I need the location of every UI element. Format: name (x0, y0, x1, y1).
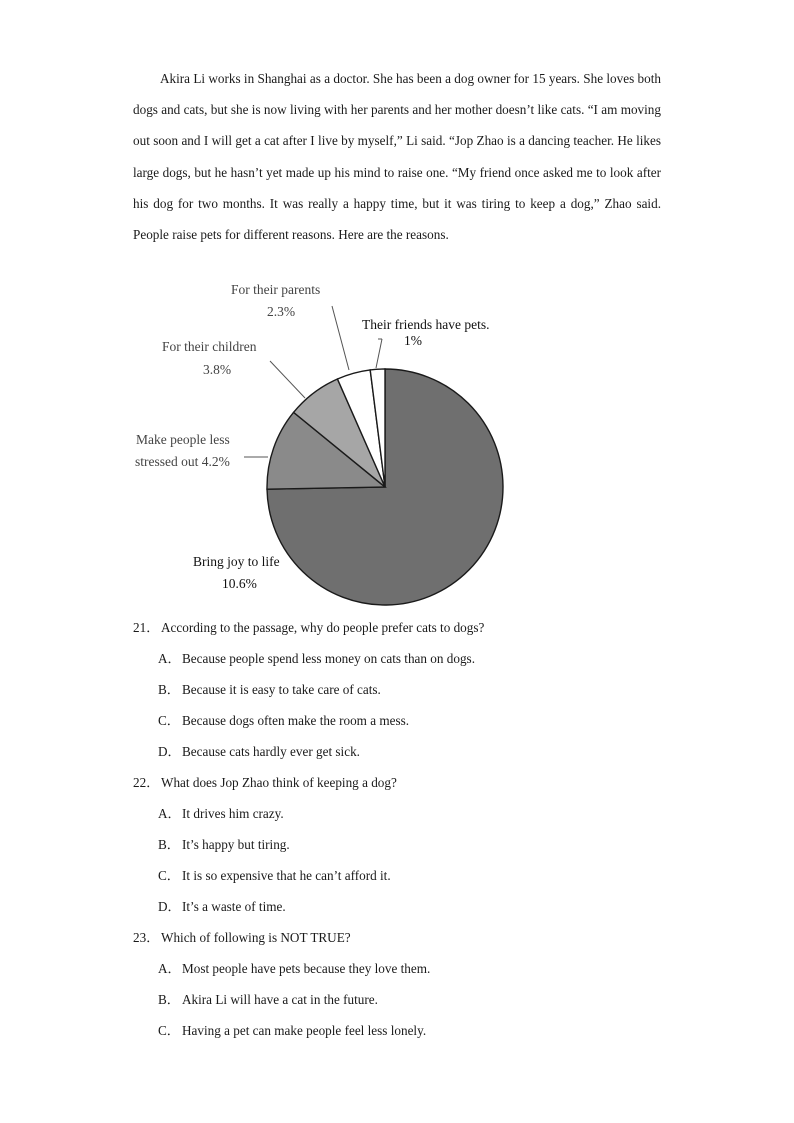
question-list (133, 612, 693, 1046)
value-children: 3.8% (203, 362, 232, 377)
question-number: 23． (133, 930, 160, 945)
label-stressed-2: stressed out 4.2% (135, 454, 230, 469)
option-letter: C． (158, 868, 180, 883)
option-21-a (133, 643, 693, 674)
pie-chart (120, 270, 540, 610)
option-letter: D． (158, 899, 181, 914)
option-text: Having a pet can make people feel less lonely. (182, 1023, 427, 1038)
label-parents: For their parents (231, 282, 321, 297)
pie-slices (267, 369, 503, 605)
option-letter: B． (158, 992, 180, 1007)
option-text: It’s happy but tiring. (182, 837, 290, 852)
option-21-d (133, 736, 693, 767)
question-text: What does Jop Zhao think of keeping a dog? (161, 775, 397, 790)
option-letter: D． (158, 744, 181, 759)
leader-line-friends (376, 339, 382, 368)
leader-line-children (270, 361, 305, 398)
question-text: According to the passage, why do people prefer cats to dogs? (161, 620, 485, 635)
option-text: Most people have pets because they love them. (182, 961, 431, 976)
value-joy: 10.6% (222, 576, 257, 591)
option-22-b (133, 829, 693, 860)
option-23-c (133, 1015, 693, 1046)
option-text: It is so expensive that he can’t afford it. (182, 868, 391, 883)
question-21 (133, 612, 693, 643)
option-letter: B． (158, 682, 180, 697)
option-23-b (133, 984, 693, 1015)
option-text: Because it is easy to take care of cats. (182, 682, 381, 697)
leader-line-parents (332, 306, 349, 370)
option-23-a (133, 953, 693, 984)
label-children: For their children (162, 339, 257, 354)
option-text: It’s a waste of time. (182, 899, 286, 914)
question-text: Which of following is NOT TRUE? (161, 930, 351, 945)
option-letter: A． (158, 651, 181, 666)
label-stressed-1: Make people less (136, 432, 230, 447)
label-friends: Their friends have pets. (362, 317, 490, 332)
option-22-d (133, 891, 693, 922)
option-text: It drives him crazy. (182, 806, 284, 821)
option-letter: A． (158, 806, 181, 821)
option-text: Because people spend less money on cats than on dogs. (182, 651, 475, 666)
value-parents: 2.3% (267, 304, 296, 319)
option-letter: C． (158, 1023, 180, 1038)
option-text: Because cats hardly ever get sick. (182, 744, 360, 759)
value-friends: 1% (404, 333, 422, 348)
option-letter: C． (158, 713, 180, 728)
passage (133, 63, 661, 250)
option-21-b (133, 674, 693, 705)
option-text: Because dogs often make the room a mess. (182, 713, 410, 728)
option-letter: B． (158, 837, 180, 852)
option-21-c (133, 705, 693, 736)
option-letter: A． (158, 961, 181, 976)
label-joy: Bring joy to life (193, 554, 280, 569)
passage-text: Akira Li works in Shanghai as a doctor. She has been a dog owner for 15 years. She loves both dogs and cats, but she is now living with her parents and her mother doesn’t like cats. “I am moving out soon and I will get a cat after I live by myself,” Li said. “Jop Zhao is a dancing teacher. He likes large dogs, but he hasn’t yet made up his mind to raise one. “My friend once asked me to look after his dog for two months. It was really a happy time, but it was tiring to keep a dog,” Zhao said. People raise pets for different reasons. Here are the reasons. (133, 71, 661, 243)
option-text: Akira Li will have a cat in the future. (182, 992, 378, 1007)
question-22 (133, 767, 693, 798)
option-22-a (133, 798, 693, 829)
option-22-c (133, 860, 693, 891)
question-number: 22． (133, 775, 160, 790)
question-23 (133, 922, 693, 953)
question-number: 21． (133, 620, 160, 635)
